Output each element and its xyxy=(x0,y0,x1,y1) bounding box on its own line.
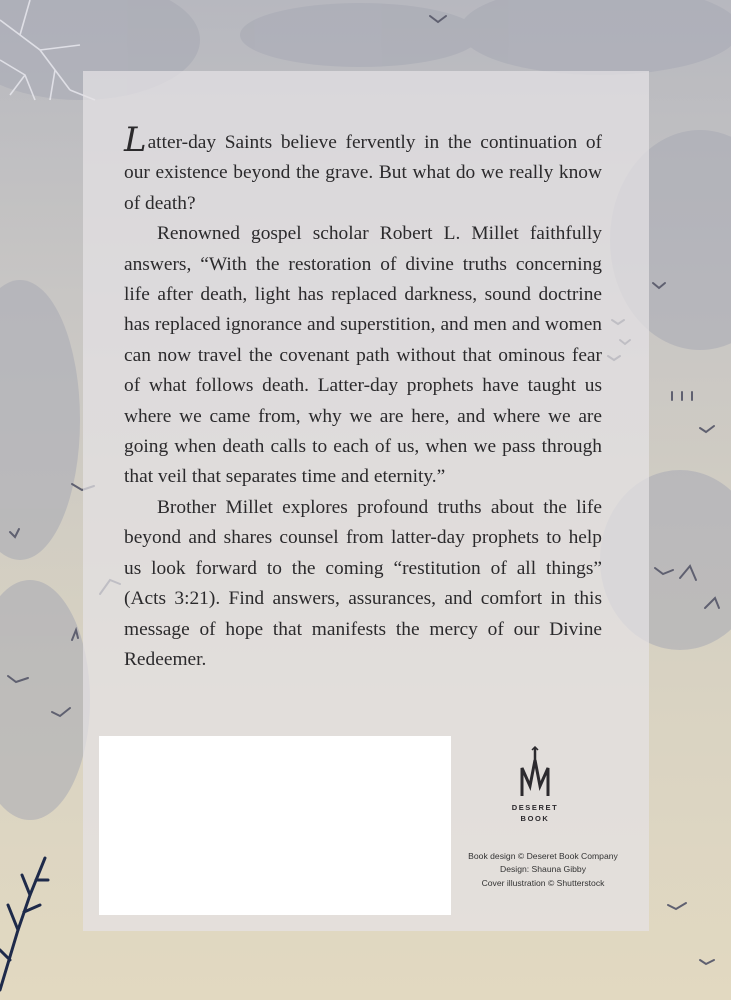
drop-cap: L xyxy=(124,120,147,160)
tree-branch-bottom-left xyxy=(0,858,48,990)
publisher-name-line2: BOOK xyxy=(520,814,550,823)
credit-designer: Design: Shauna Gibby xyxy=(500,864,586,875)
credit-book-design: Book design © Deseret Book Company xyxy=(468,851,618,861)
publisher-name-line1: DESERET xyxy=(511,803,559,812)
publisher-logo-block xyxy=(490,746,580,824)
paragraph-1 xyxy=(124,120,602,219)
publisher-name xyxy=(490,802,580,824)
barcode-area xyxy=(99,736,451,915)
paragraph-1-text: atter-day Saints believe fervently in the continuation of our existence beyond the grave. But what do we really know of death? xyxy=(124,132,602,214)
deseret-book-logo-icon xyxy=(510,746,560,798)
credit-illustration: Cover illustration © Shutterstock xyxy=(481,877,605,888)
paragraph-3: Brother Millet explores profound truths about the life beyond and shares counsel from latter-day prophets to help us look forward to the coming “restitution of all things” (Acts 3:21). Find answers, assurances, and comfort in this message of hope that manifests the mercy of our Divine Redeemer. xyxy=(124,496,602,670)
paragraph-2: Renowned gospel scholar Robert L. Millet faithfully answers, “With the restoration of divine truths concerning life after death, light has replaced darkness, sound doctrine has replaced ignorance and superstition, and men and women can now travel the covenant path without that ominous fear of what follows death. Latter-day prophets have taught us where we came from, why we are here, and where we are going when death calls to each of us, when we pass through that veil that separates time and eternity.” xyxy=(124,223,602,488)
design-credits xyxy=(455,850,631,890)
back-cover-description xyxy=(124,120,602,675)
